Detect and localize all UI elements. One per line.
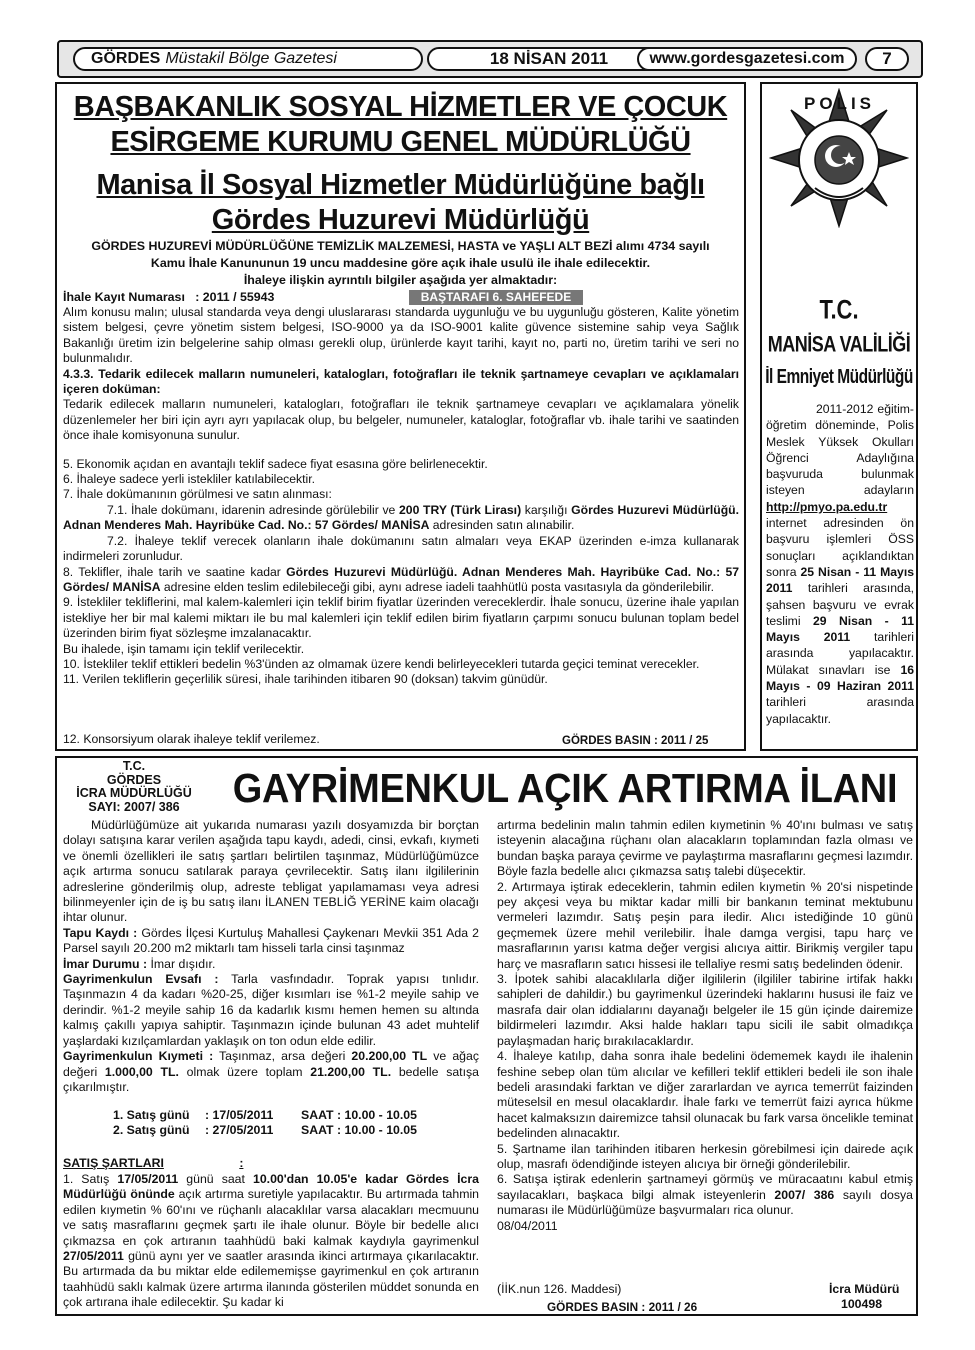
police-tc: T.C. <box>819 294 859 325</box>
icra-imar <box>63 957 479 972</box>
ad1-title-line3: Manisa İl Sosyal Hizmetler Müdürlüğüne bağlı <box>96 169 705 201</box>
badge-label: POLIS <box>804 94 876 113</box>
ad1-body <box>63 305 739 688</box>
icra-kiymet-agac: 1.000,00 TL. <box>104 1064 179 1079</box>
icra-satis1-label: 1. Satış günü <box>113 1108 190 1122</box>
icra-sart-heading <box>63 1156 243 1171</box>
icra-kiymet-e: olmak üzere toplam <box>178 1064 311 1079</box>
ad1-s433-body: Tedarik edilecek malların numuneleri, katalogları, fotoğrafları ile teknik şartnameye cevapları ve açıklamalara yönelik düzenlemeler her biri için ayrı ayrı yapılacak olup, bu belgeler, numuneler, kataloglar, fotoğraflar vb. ihale tarihi ve saatinden önce ihale komisyonuna sunulur. <box>63 397 739 443</box>
icra-basin-no: GÖRDES BASIN : 2011 / 26 <box>547 1300 698 1314</box>
icra-r6 <box>497 1172 913 1218</box>
ad1-item-7-1-c: karşılığı <box>521 502 572 517</box>
icra-kiymet-a: Taşınmaz, arsa değeri <box>213 1049 352 1064</box>
icra-r6-dosya: 2007/ 386 <box>774 1187 835 1202</box>
paper-name-pill <box>73 47 423 71</box>
page-header <box>57 40 923 78</box>
icra-right-column <box>497 818 913 1234</box>
ad1-item-11: 11. Verilen tekliflerin geçerlilik süresi, ihale tarihinden itibaren 90 (doksan) takvim günüdür. <box>63 672 548 687</box>
ad1-intro-line2: Kamu İhale Kanununun 19 uncu maddesine göre açık ihale usulü ile ihale edilecektir. <box>150 256 651 270</box>
icra-satis-row-2 <box>113 1123 417 1138</box>
icra-r4: 4. İhaleye katılıp, daha sonra ihale bedelini ödememek kaydı ile ihalenin feshine sebep olan tüm alıcılar ve kefilleri teklif ettikleri bedeli ile son ihale bedeli arasındaki farktan ve diğer zararlardan ve ayrıca temerrüt faizinden müteselsil en mesul olacaklardır. İhale farkı ve temerrüt faizi ayrıca hükme hacet kalmaksızın dairemizce tahsil olunacak bu fark varsa öncelikle teminat bedelinden alınacaktır. <box>497 1049 913 1141</box>
icra-s1-a: 1. Satış <box>63 1172 118 1186</box>
icra-r1: artırma bedelinin malın tahmin edilen kıymetinin % 40'ını bulması ve satış isteyenin alacağına rüçhanı olan alacakların toplamından fazla olması ve bundan başka paraya çevirme ve paylaştırma masraflarını geçmesi lazımdır. Böyle fazla bedelle alıcı çıkmazsa satış talebi düşecektir. <box>497 818 913 879</box>
ad1-item-7-1-address: Gördes Huzurevi Müdürlüğü. Adnan Menderes Mah. Hayribüke Cad. No.: 57 Gördes/ MANİSA <box>63 502 739 533</box>
icra-sart-title: SATIŞ ŞARTLARI <box>63 1156 164 1170</box>
police-text-a: 2011-2012 eğitim-öğretim döneminde, Polis Meslek Yüksek Okulları Öğrenci Adaylığına başvuruda bulunmak isteyen adayların <box>766 402 914 498</box>
icra-sart-1 <box>63 1172 479 1311</box>
paper-name: GÖRDES <box>91 50 161 67</box>
police-url-link[interactable]: http://pmyo.pa.edu.tr <box>766 499 888 514</box>
issue-date: 18 NİSAN 2011 <box>427 47 671 71</box>
police-text-b: internet adresinden ön başvuru işlemleri ÖSS sonuçları açıklandıktan sonra <box>766 516 914 579</box>
ad1-item-10: 10. İstekliler teklif ettikleri bedelin %3'ünden az olmamak üzere kendi belirleyecekleri tutarda geçici teminat verecekler. <box>63 656 700 671</box>
icra-ad-box <box>55 756 918 1316</box>
ad1-item-7-1-price: 200 TRY (Türk Lirası) <box>399 502 522 517</box>
icra-sayi: SAYI: 2007/ 386 <box>88 799 180 814</box>
police-valilik: MANİSA VALİLİĞİ <box>767 331 911 357</box>
ad1-title-line1: BAŞBAKANLIK SOSYAL HİZMETLER VE ÇOCUK <box>73 91 728 123</box>
police-body <box>766 401 914 727</box>
icra-tapu-label: Tapu Kaydı : <box>63 925 138 940</box>
icra-title: GAYRİMENKUL AÇIK ARTIRMA İLANI <box>232 766 898 812</box>
icra-imar-label: İmar Durumu : <box>63 956 148 971</box>
icra-left-column <box>63 818 479 1095</box>
ad1-item-6: 6. İhaleye sadece yerli istekliler katılabilecektir. <box>63 472 315 487</box>
ad1-intro-line3: İhaleye ilişkin ayrıntılı bilgiler aşağıda yer almaktadır: <box>243 273 558 287</box>
icra-evsaf <box>63 972 479 1049</box>
police-date-1: 25 Nisan - 11 Mayıs 2011 <box>766 564 915 596</box>
icra-kiymet-c: ve ağaç değeri <box>63 1049 479 1079</box>
tender-ad-box <box>55 82 746 751</box>
police-date-2: 29 Nisan - 11 Mayıs 2011 <box>766 613 914 645</box>
icra-kiymet-g: bedelle satışa çıkarılmıştır. <box>63 1064 479 1094</box>
police-text-c: tarihleri arasında, şahsen başvuru ve evrak teslimi <box>766 581 914 628</box>
page-number: 7 <box>865 47 909 71</box>
icra-mudur-signature: İcra Müdürü <box>829 1282 900 1296</box>
ad1-s433-heading: 4.3.3. Tedarik edilecek malların numuneleri, katalogları, fotoğrafları ile teknik şartnameye cevapları ve açıklamaları içeren doküman: <box>63 366 739 397</box>
ad1-item-8-address: Gördes Huzurevi Müdürlüğü. Adnan Menderes Mah. Hayribüke Cad. No.: 57 Gördes/ MANİSA <box>63 564 739 594</box>
police-date-3: 16 Mayıs - 09 Haziran 2011 <box>766 662 914 694</box>
ad1-para-standard: Alım konusu malın; ulusal standarda veya dengi uluslararası standarda uygunluğu ve bu uygunluğu gösteren, Kalite yönetim sistem belgesi, çevre yönetim sistem belgesi, ISO-9000 ya da ISO-9001 kalite güvence sistemine sahip veya Sağlık Bakanlığı üretim izin belgelerine sahip olması gerekli olup, ürünlerde kayıt tarihi, kayıt no, parti no, üretim tarihi ve seri no bulunmalıdır. <box>63 305 739 366</box>
police-text-e: tarihleri arasında yapılacaktır. <box>766 695 914 726</box>
ad1-kayit-no: İhale Kayıt Numarası : 2011 / 55943 <box>63 290 275 304</box>
ad1-basin-no: GÖRDES BASIN : 2011 / 25 <box>562 735 709 747</box>
ad1-intro-line1: GÖRDES HUZUREVİ MÜDÜRLÜĞÜNE TEMİZLİK MALZEMESİ, HASTA ve YAŞLI ALT BEZİ alımı 4734 sayılı <box>91 239 710 253</box>
icra-evsaf-text: Tarla vasfındadır. Toprak yapısı tınlıdır. Taşınmazın 4 da kadarı %20-25, diğer kısımları ise %1-2 meyile sahip ve derindir. %1-2 meyile sahip 16 da kadarlık kısmı hemen hemen su altında kalmış çakıllı yapıya sahiptir. Taşınmazın içinde bulunan 43 adet muhtelif yaşlardaki kızılçamlardan yaklaşık on ton odun elde edilir. <box>63 972 479 1048</box>
icra-madde: (İİK.nun 126. Maddesi) <box>497 1282 622 1296</box>
ad1-item-7-1-a: 7.1. İhale dokümanı, idarenin adresinde görülebilir ve <box>107 502 400 517</box>
icra-satis-table <box>113 1108 417 1139</box>
icra-kiymet-toplam: 21.200,00 TL. <box>310 1064 392 1079</box>
ad1-item-7: 7. İhale dokümanının görülmesi ve satın alınması: <box>63 487 332 502</box>
icra-ilan-number: 100498 <box>841 1297 883 1311</box>
ad1-title-line4: Gördes Huzurevi Müdürlüğü <box>211 204 590 236</box>
police-ad-box <box>760 82 918 751</box>
paper-subtitle: Müstakil Bölge Gazetesi <box>165 50 337 67</box>
ad1-item-7-2: 7.2. İhaleye teklif verecek olanların ihale dokümanını satın almaları veya EKAP üzerinden e-imza kullanarak indirmeleri zorunludur. <box>63 533 739 564</box>
ad1-item-8 <box>63 565 739 596</box>
icra-gordes: GÖRDES <box>106 772 162 787</box>
icra-s1-place: 10.00'dan 10.05'e kadar Gördes İcra Müdürlüğü önünde <box>63 1172 479 1202</box>
police-emniyet: İl Emniyet Müdürlüğü <box>765 366 913 389</box>
icra-intro: Müdürlüğümüze ait yukarıda numarası yazılı dosyamızda bir borçtan dolayı satışına karar verilen aşağıda tapu kaydı, adedi, cinsi, evkafı, kıymeti ve önemli özellikleri ile satış şartları belirtilen taşınmaz, Müdürlüğümüzce açık artırma sonucu satılarak paraya çevrilecektir. Satış ilanı ilgililerinin adreslerine gönderilmiş olup, adreste tebligat yapılamaması veya adresi bilinmeyenler için de iş bu satış ilanı İLANEN TEBLİĞ YERİNE kaim olacağı ihtar olunur. <box>63 818 479 925</box>
icra-satis1-date: : 17/05/2011 <box>205 1108 274 1122</box>
ad1-title-line2: ESİRGEME KURUMU GENEL MÜDÜRLÜĞÜ <box>110 126 691 158</box>
icra-satis2-label: 2. Satış günü <box>113 1123 190 1138</box>
ad1-item-5: 5. Ekonomik açıdan en avantajlı teklif sadece fiyat esasına göre belirlenecektir. <box>63 456 488 471</box>
icra-tapu <box>63 926 479 957</box>
icra-s1-date2: 27/05/2011 <box>63 1249 124 1264</box>
continued-banner: BAŞTARAFI 6. SAHEFEDE <box>409 290 583 305</box>
icra-s1-date1: 17/05/2011 <box>117 1172 179 1186</box>
ad1-item-7-1-e: adresinden satın alınabilir. <box>429 518 575 533</box>
icra-tc: T.C. <box>122 759 146 773</box>
icra-r5: 5. Şartname ilan tarihinden itibaren herkesin görebilmesi için dairede açık olup, masrafı ödendiğinde isteyen alıcıya bir örneği gönderilebilir. <box>497 1141 913 1171</box>
ad1-item-9b: Bu ihalede, işin tamamı için teklif verilecektir. <box>63 641 305 656</box>
icra-evsaf-label: Gayrimenkulun Evsafı : <box>63 972 219 987</box>
police-text-d: tarihleri arasında yapılacaktır. Mülakat sınavları ise <box>766 630 914 677</box>
ad1-item-8-a: 8. Teklifler, ihale tarih ve saatine kadar <box>63 564 287 579</box>
website-link[interactable]: www.gordesgazetesi.com <box>637 47 857 71</box>
icra-satis-row-1 <box>113 1108 417 1123</box>
icra-mudurluk: İCRA MÜDÜRLÜĞÜ <box>76 786 192 800</box>
icra-r6-c: sayılı dosya numarası ile Müdürlüğümüze başvurmaları rica olunur. <box>497 1187 913 1218</box>
ad1-item-8-c: adresine elden teslim edilebileceği gibi, aynı adrese iadeli taahhütlü posta vasıtasıyla da gönderilebilir. <box>160 579 715 594</box>
icra-r2: 2. Artırmaya iştirak edeceklerin, tahmin edilen kıymetin % 20'si nispetinde pey akçesi veya bu miktar kadar milli bir bankanın teminat mektubunu vermeleri lazımdır. Satış peşin para iledir. Alıcı istediğinde 10 günü geçmemek üzere mehil verilebilir. İhale damga vergisi, tapu harç ve masraflarının yarısı katma değer vergisi alıcıya aittir. Birikmiş vergiler tapu harç ve masrafların satıcı hissesi ile tellaliye resmi satış bedelinden ödenir. <box>497 879 913 971</box>
ad1-item-7-1 <box>63 503 739 534</box>
icra-r6-a: 6. Satışa iştirak edenlerin şartnameyi görmüş ve müracaatını kabul etmiş sayılacakları, başkaca bilgi almak isteyenlerin <box>497 1172 913 1202</box>
icra-satis2-date: : 27/05/2011 <box>205 1123 274 1138</box>
icra-s1-g: günü aynı yer ve saatler arasında ikinci artırmaya çıkarılacaktır. Bu artırmada da bu miktar elde edilememişse gayrimenkul en çok artıranın taahhüdü saklı kalmak üzere artırma ilanında gösterilen müddet sonunda en çok artırana ihale edilecektir. Şu kadar ki <box>63 1249 479 1310</box>
icra-kiymet <box>63 1049 479 1095</box>
icra-kiymet-label: Gayrimenkulun Kıymeti : <box>63 1049 214 1064</box>
icra-s1-c: günü saat <box>178 1172 253 1186</box>
icra-satis2-time: SAAT : 10.00 - 10.05 <box>301 1123 417 1138</box>
icra-date: 08/04/2011 <box>497 1218 558 1233</box>
ad1-item-9: 9. İstekliler tekliflerini, mal kalem-kalemleri için teklif birim fiyatlar üzerinden vereceklerdir. İhale sonucu, üzerine ihale yapılan istekliye her bir mal kalemi miktarı ile bu mal kalemleri için teklif edilen birim fiyatların çarpımı sonucu bulunan toplam bedel üzerinden birim fiyat sözleşme imzalanacaktır. <box>63 595 739 641</box>
icra-tapu-text: Gördes İlçesi Kurtuluş Mahallesi Çaykenarı Mevkii 351 Ada 2 Parsel sayılı 20.200 m2 miktarlı tam hisseli tarla cinsi taşınmaz <box>63 925 480 956</box>
icra-kiymet-arsa: 20.200,00 TL <box>351 1049 428 1064</box>
ad1-item-12: 12. Konsorsiyum olarak ihaleye teklif verilemez. <box>63 732 320 746</box>
icra-satis1-time: SAAT : 10.00 - 10.05 <box>301 1108 417 1122</box>
icra-imar-text: İmar dışıdır. <box>147 956 216 971</box>
icra-sart-colon: : <box>239 1156 244 1170</box>
icra-header <box>59 760 209 814</box>
icra-r3: 3. İpotek sahibi alacaklılarla diğer ilgililerin (ilgililer tabirine irtifak hakkı sahipleri de dahildir.) bu gayrimenkul üzerindeki haklarını hususi ile faiz ve masrafa dair olan iddialarını dayanağı belgeler ile 15 gün içinde dairemize bildirmeleri lazımdır. Aksi halde hakları tapu sicili ile sabit olmadıkça paylaşmadan hariç bırakılacaklardır. <box>497 972 913 1048</box>
icra-s1-e: açık artırma suretiyle yapılacaktır. Bu artırmada tahmin edilen kıymetin % 60'ını ve rüçhanlı alacaklılar varsa alacakları mecmuunu ve satış masraflarını geçmek şartı ile ihale olunur. Böyle bir bedelle alıcı çıkmazsa en çok artıranın taahhüdü baki kalmak kaydıyla gayrimenkul <box>63 1187 480 1248</box>
